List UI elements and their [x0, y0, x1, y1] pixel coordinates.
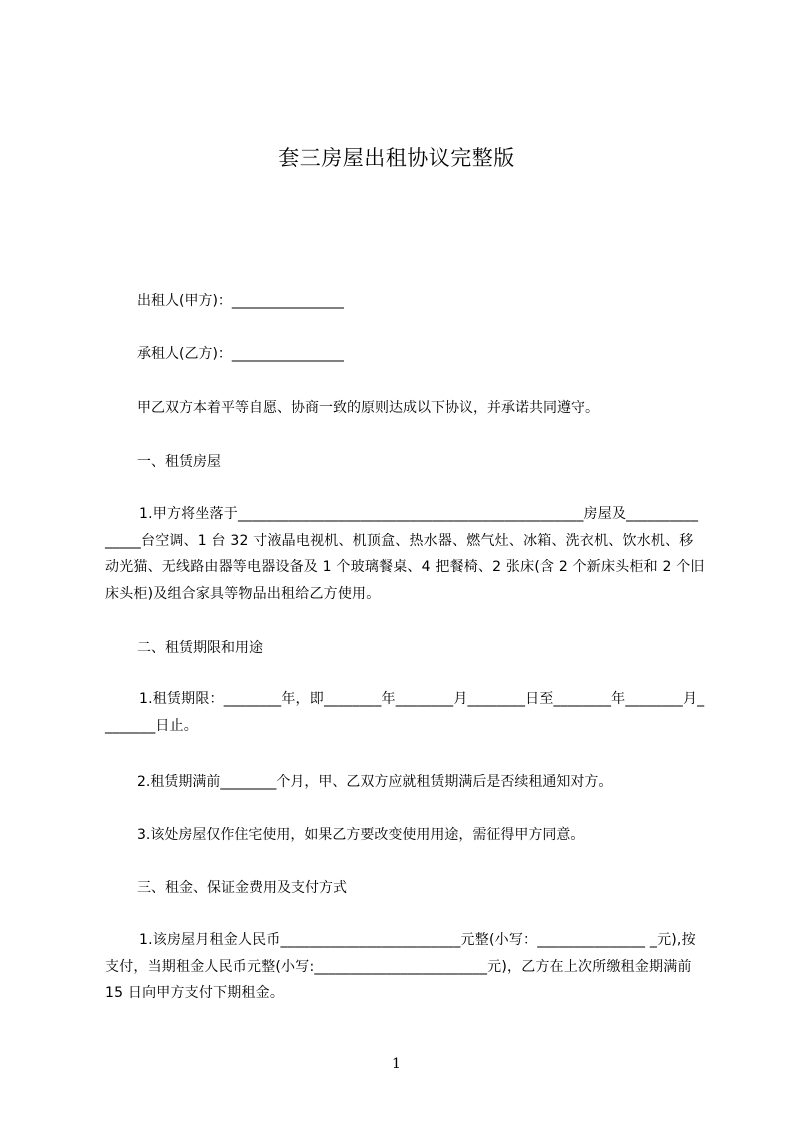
party-a-line: 出租人(甲方)：________________ [137, 293, 344, 309]
section-1-heading: 一、租赁房屋 [137, 454, 221, 470]
section-1-item-1 [105, 501, 705, 607]
section-3-item-1-text: 1.该房屋月租金人民币_________________________元整(小写：_______________ _元),按支付，当期租金人民币元整(小写:________________________元)，乙方在上次所缴租金期满前 15 日向甲方支付下期租金。 [105, 932, 696, 1001]
preamble: 甲乙双方本着平等自愿、协商一致的原则达成以下协议，并承诺共同遵守。 [137, 400, 599, 416]
page-number: 1 [392, 1056, 401, 1072]
section-3-item-1 [105, 927, 705, 1007]
section-1-item-1-text: 1.甲方将坐落于________________________________________________房屋及_______________台空调、1 台 32 寸液晶电视机、机顶盒、热水器、燃气灶、冰箱、洗衣机、饮水机、移动光猫、无线路由器等电器设备及 1 个玻璃餐桌、4 把餐椅、2 张床(含 2 个新床头柜和 2 个旧床头柜)及组合家具等物品出租给乙方使用。 [105, 506, 705, 602]
section-3-heading: 三、租金、保证金费用及支付方式 [137, 880, 347, 896]
page-title: 套三房屋出租协议完整版 [278, 146, 515, 170]
party-b-line: 承租人(乙方)：________________ [137, 346, 344, 362]
section-2-item-3: 3.该处房屋仅作住宅使用，如果乙方要改变使用用途，需征得甲方同意。 [137, 827, 585, 843]
section-2-item-1 [105, 686, 705, 739]
section-2-item-1-text: 1.租赁期限：________年，即________年________月________日至________年________月________日止。 [105, 691, 705, 734]
section-2-heading: 二、租赁期限和用途 [137, 640, 263, 656]
section-2-item-2: 2.租赁期满前________个月，甲、乙双方应就租赁期满后是否续租通知对方。 [137, 774, 613, 790]
